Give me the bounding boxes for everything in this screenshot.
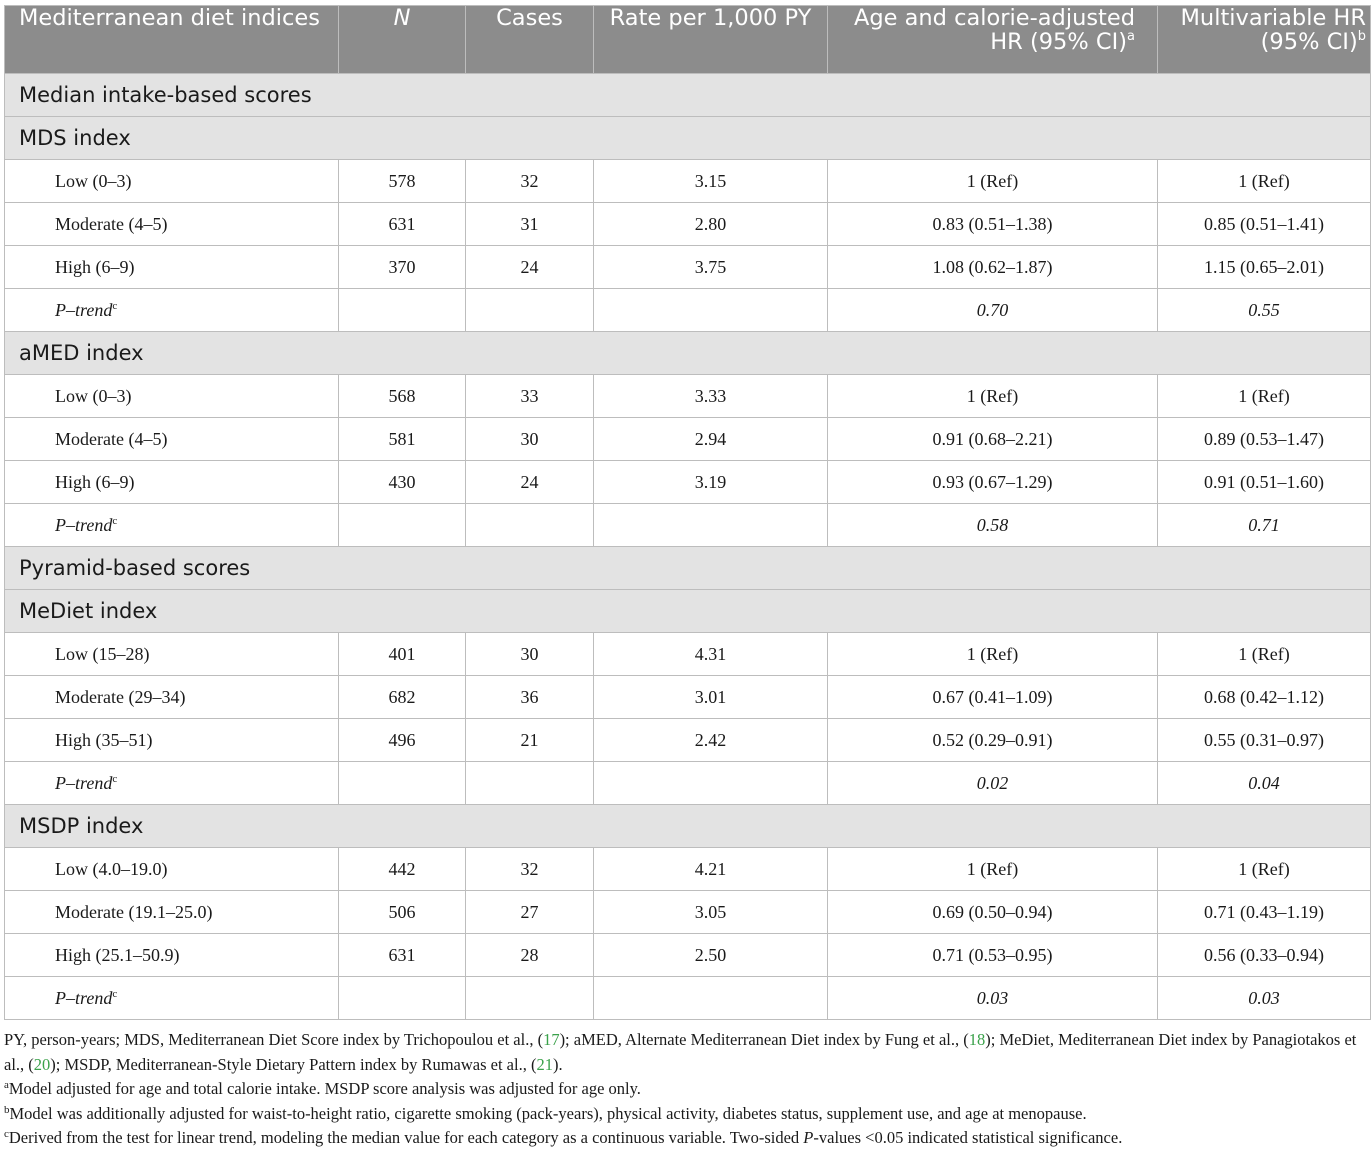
cell-rate: 2.50 bbox=[594, 934, 828, 977]
footnote-text: ); MeDiet, Mediterranean Diet index by Panagiotakos et al., ( bbox=[4, 1030, 1357, 1074]
table-row bbox=[5, 719, 1371, 762]
footnote-a-text: Model adjusted for age and total calorie intake. MSDP score analysis was adjusted for age only. bbox=[8, 1079, 641, 1098]
cell-rate: 2.42 bbox=[594, 719, 828, 762]
row-label: Low (4.0–19.0) bbox=[5, 848, 339, 891]
cell-hr-age: 1 (Ref) bbox=[828, 633, 1158, 676]
cell-trend-multi: 0.04 bbox=[1158, 762, 1371, 805]
footnote-b bbox=[4, 1102, 1370, 1127]
cell-n: 401 bbox=[339, 633, 466, 676]
row-label: High (35–51) bbox=[5, 719, 339, 762]
cell-hr-multi: 0.68 (0.42–1.12) bbox=[1158, 676, 1371, 719]
footnote-b-mark: b bbox=[4, 1103, 10, 1116]
cell-cases: 36 bbox=[466, 676, 594, 719]
cell-hr-age: 0.52 (0.29–0.91) bbox=[828, 719, 1158, 762]
cell-cases: 21 bbox=[466, 719, 594, 762]
footnote-text: ); MSDP, Mediterranean-Style Dietary Pattern index by Rumawas et al., ( bbox=[50, 1054, 537, 1074]
row-label: Moderate (4–5) bbox=[5, 418, 339, 461]
cell-cases: 32 bbox=[466, 848, 594, 891]
row-label: Low (0–3) bbox=[5, 160, 339, 203]
cell-trend-age: 0.70 bbox=[828, 289, 1158, 332]
header-age-hr-line1: Age and calorie-adjusted bbox=[853, 5, 1135, 31]
row-label: High (6–9) bbox=[5, 461, 339, 504]
footnote-c-text-2: -values <0.05 indicated statistical significance. bbox=[813, 1128, 1123, 1147]
index-row-mediet bbox=[5, 590, 1371, 633]
cell-n: 370 bbox=[339, 246, 466, 289]
cell-trend-multi: 0.55 bbox=[1158, 289, 1371, 332]
footnote-c-mark: c bbox=[4, 1128, 9, 1140]
table-row bbox=[5, 676, 1371, 719]
cell-rate: 2.80 bbox=[594, 203, 828, 246]
table-row bbox=[5, 891, 1371, 934]
cell-empty bbox=[339, 762, 466, 805]
cell-n: 631 bbox=[339, 934, 466, 977]
cell-cases: 33 bbox=[466, 375, 594, 418]
cell-empty bbox=[594, 289, 828, 332]
table-row bbox=[5, 848, 1371, 891]
cell-hr-age: 1 (Ref) bbox=[828, 375, 1158, 418]
header-rate: Rate per 1,000 PY bbox=[594, 6, 828, 74]
table-row bbox=[5, 203, 1371, 246]
cell-hr-age: 1 (Ref) bbox=[828, 160, 1158, 203]
ptrend-text: P–trend bbox=[55, 987, 113, 1008]
index-row-msdp bbox=[5, 805, 1371, 848]
table-row bbox=[5, 461, 1371, 504]
row-label: Moderate (19.1–25.0) bbox=[5, 891, 339, 934]
cell-hr-multi: 0.85 (0.51–1.41) bbox=[1158, 203, 1371, 246]
cell-cases: 31 bbox=[466, 203, 594, 246]
cell-hr-multi: 0.89 (0.53–1.47) bbox=[1158, 418, 1371, 461]
cell-rate: 3.75 bbox=[594, 246, 828, 289]
header-multi-hr-line2: (95% CI) bbox=[1260, 29, 1358, 55]
header-n: N bbox=[339, 6, 466, 74]
ptrend-text: P–trend bbox=[55, 299, 113, 320]
cell-hr-multi: 0.55 (0.31–0.97) bbox=[1158, 719, 1371, 762]
row-label: Low (0–3) bbox=[5, 375, 339, 418]
ref-link-18[interactable]: 18 bbox=[968, 1030, 986, 1049]
cell-rate: 4.21 bbox=[594, 848, 828, 891]
header-multi-hr bbox=[1158, 6, 1371, 74]
cell-hr-age: 0.69 (0.50–0.94) bbox=[828, 891, 1158, 934]
cell-hr-age: 1 (Ref) bbox=[828, 848, 1158, 891]
cell-trend-age: 0.03 bbox=[828, 977, 1158, 1020]
index-title: MSDP index bbox=[5, 805, 1371, 848]
row-label: Moderate (4–5) bbox=[5, 203, 339, 246]
cell-trend-multi: 0.03 bbox=[1158, 977, 1371, 1020]
row-label: Moderate (29–34) bbox=[5, 676, 339, 719]
ref-link-17[interactable]: 17 bbox=[543, 1030, 560, 1049]
ptrend-label bbox=[5, 977, 339, 1020]
cell-cases: 24 bbox=[466, 461, 594, 504]
ptrend-row bbox=[5, 289, 1371, 332]
ptrend-row bbox=[5, 504, 1371, 547]
cell-hr-multi: 0.71 (0.43–1.19) bbox=[1158, 891, 1371, 934]
ref-link-21[interactable]: 21 bbox=[536, 1054, 553, 1074]
cell-hr-multi: 1 (Ref) bbox=[1158, 160, 1371, 203]
cell-empty bbox=[466, 977, 594, 1020]
footnote-text: PY, person-years; MDS, Mediterranean Diet Score index by Trichopoulou et al., ( bbox=[4, 1030, 544, 1049]
footnote-c bbox=[4, 1126, 1370, 1151]
footnote-mark-c: c bbox=[112, 299, 118, 312]
footnote-a bbox=[4, 1077, 1370, 1102]
cell-trend-age: 0.02 bbox=[828, 762, 1158, 805]
cell-cases: 24 bbox=[466, 246, 594, 289]
cell-rate: 3.19 bbox=[594, 461, 828, 504]
table-row bbox=[5, 418, 1371, 461]
cell-n: 581 bbox=[339, 418, 466, 461]
footnote-c-text: Derived from the test for linear trend, modeling the median value for each category as a continuous variable. Two-sided bbox=[8, 1128, 804, 1147]
cell-cases: 30 bbox=[466, 418, 594, 461]
cell-n: 442 bbox=[339, 848, 466, 891]
cell-empty bbox=[466, 289, 594, 332]
ptrend-row bbox=[5, 977, 1371, 1020]
cell-n: 430 bbox=[339, 461, 466, 504]
cell-rate: 4.31 bbox=[594, 633, 828, 676]
group-title: Median intake-based scores bbox=[5, 74, 1371, 117]
cell-empty bbox=[594, 504, 828, 547]
cell-n: 506 bbox=[339, 891, 466, 934]
cell-n: 631 bbox=[339, 203, 466, 246]
ref-link-20[interactable]: 20 bbox=[33, 1054, 51, 1074]
cell-empty bbox=[466, 504, 594, 547]
cell-trend-multi: 0.71 bbox=[1158, 504, 1371, 547]
cell-n: 682 bbox=[339, 676, 466, 719]
table-footnotes bbox=[4, 1028, 1370, 1151]
footnote-mark-c: c bbox=[112, 772, 118, 785]
table-row bbox=[5, 375, 1371, 418]
cell-cases: 27 bbox=[466, 891, 594, 934]
ptrend-label bbox=[5, 762, 339, 805]
header-row bbox=[5, 6, 1371, 74]
footnote-mark-c: c bbox=[112, 514, 118, 527]
group-row-pyramid bbox=[5, 547, 1371, 590]
index-title: MDS index bbox=[5, 117, 1371, 160]
footnote-text: ). bbox=[552, 1054, 563, 1074]
cell-cases: 28 bbox=[466, 934, 594, 977]
cell-empty bbox=[594, 977, 828, 1020]
cell-rate: 3.05 bbox=[594, 891, 828, 934]
cell-empty bbox=[339, 289, 466, 332]
cell-hr-multi: 0.91 (0.51–1.60) bbox=[1158, 461, 1371, 504]
cell-rate: 3.33 bbox=[594, 375, 828, 418]
cell-hr-age: 0.83 (0.51–1.38) bbox=[828, 203, 1158, 246]
index-row-mds bbox=[5, 117, 1371, 160]
ptrend-label bbox=[5, 504, 339, 547]
cell-n: 496 bbox=[339, 719, 466, 762]
cell-hr-multi: 0.56 (0.33–0.94) bbox=[1158, 934, 1371, 977]
cell-hr-multi: 1.15 (0.65–2.01) bbox=[1158, 246, 1371, 289]
cell-n: 568 bbox=[339, 375, 466, 418]
group-title: Pyramid-based scores bbox=[5, 547, 1371, 590]
results-table bbox=[4, 5, 1371, 1020]
header-cases: Cases bbox=[466, 6, 594, 74]
row-label: High (6–9) bbox=[5, 246, 339, 289]
index-title: MeDiet index bbox=[5, 590, 1371, 633]
ptrend-label bbox=[5, 289, 339, 332]
cell-trend-age: 0.58 bbox=[828, 504, 1158, 547]
index-title: aMED index bbox=[5, 332, 1371, 375]
cell-hr-multi: 1 (Ref) bbox=[1158, 375, 1371, 418]
cell-hr-age: 0.71 (0.53–0.95) bbox=[828, 934, 1158, 977]
index-row-amed bbox=[5, 332, 1371, 375]
cell-hr-multi: 1 (Ref) bbox=[1158, 633, 1371, 676]
header-multi-hr-line1: Multivariable HR bbox=[1180, 5, 1366, 31]
ptrend-text: P–trend bbox=[55, 514, 113, 535]
footnote-b-text: Model was additionally adjusted for waist-to-height ratio, cigarette smoking (pack-years), physical activity, diabetes status, supplement use, and age at menopause. bbox=[9, 1103, 1087, 1123]
footnote-mark-c: c bbox=[112, 987, 118, 1000]
cell-rate: 3.01 bbox=[594, 676, 828, 719]
footnote-a-mark: a bbox=[4, 1079, 9, 1091]
header-age-hr-line2: HR (95% CI) bbox=[990, 29, 1128, 55]
table-row bbox=[5, 934, 1371, 977]
ptrend-row bbox=[5, 762, 1371, 805]
cell-empty bbox=[339, 504, 466, 547]
cell-empty bbox=[466, 762, 594, 805]
header-age-hr bbox=[828, 6, 1158, 74]
cell-hr-age: 0.67 (0.41–1.09) bbox=[828, 676, 1158, 719]
ptrend-text: P–trend bbox=[55, 772, 113, 793]
cell-cases: 30 bbox=[466, 633, 594, 676]
cell-rate: 2.94 bbox=[594, 418, 828, 461]
cell-hr-age: 1.08 (0.62–1.87) bbox=[828, 246, 1158, 289]
footnote-text: ); aMED, Alternate Mediterranean Diet index by Fung et al., ( bbox=[559, 1030, 969, 1049]
footnote-c-p: P bbox=[803, 1128, 814, 1147]
cell-hr-age: 0.91 (0.68–2.21) bbox=[828, 418, 1158, 461]
row-label: High (25.1–50.9) bbox=[5, 934, 339, 977]
group-row-median bbox=[5, 74, 1371, 117]
table-row bbox=[5, 160, 1371, 203]
cell-hr-age: 0.93 (0.67–1.29) bbox=[828, 461, 1158, 504]
cell-n: 578 bbox=[339, 160, 466, 203]
row-label: Low (15–28) bbox=[5, 633, 339, 676]
cell-empty bbox=[594, 762, 828, 805]
cell-cases: 32 bbox=[466, 160, 594, 203]
cell-rate: 3.15 bbox=[594, 160, 828, 203]
footnote-mark-a: a bbox=[1127, 29, 1135, 44]
header-indices: Mediterranean diet indices bbox=[5, 6, 339, 74]
table-row bbox=[5, 633, 1371, 676]
footnote-mark-b: b bbox=[1357, 29, 1366, 44]
cell-empty bbox=[339, 977, 466, 1020]
table-row bbox=[5, 246, 1371, 289]
footnote-abbreviations bbox=[4, 1028, 1370, 1077]
cell-hr-multi: 1 (Ref) bbox=[1158, 848, 1371, 891]
